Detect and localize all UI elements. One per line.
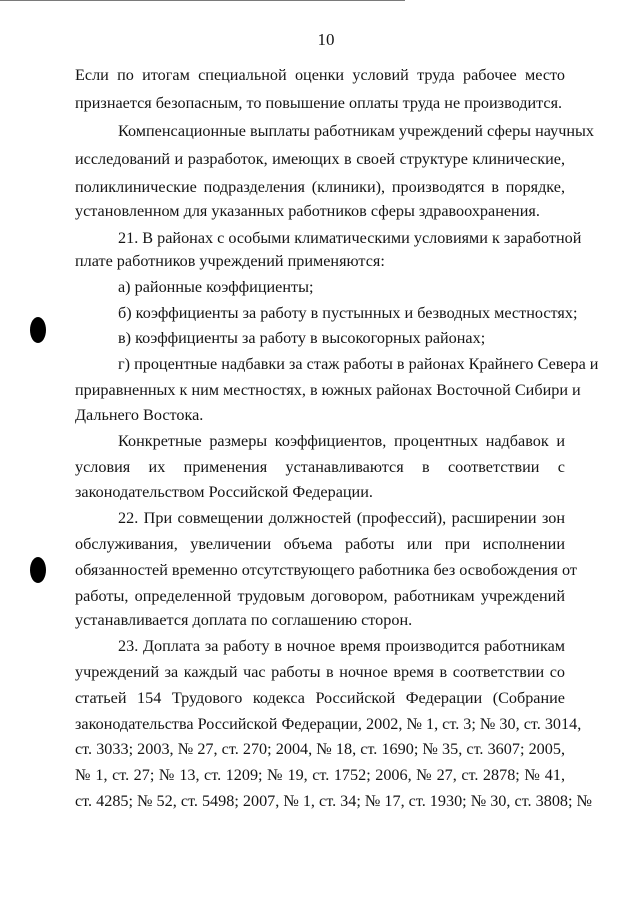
text-line: 22. При совмещении должностей (профессий), расширении зон <box>118 509 565 527</box>
page-number: 10 <box>317 30 335 49</box>
text-line: обязанностей временно отсутствующего работника без освобождения от <box>75 561 577 579</box>
text-line: Конкретные размеры коэффициентов, процентных надбавок и <box>118 432 565 450</box>
text-line: работы, определенной трудовым договором, работникам учреждений <box>75 587 565 605</box>
text-line: 23. Доплата за работу в ночное время производится работникам <box>118 637 565 655</box>
text-line: поликлинические подразделения (клиники), производятся в порядке, <box>75 178 565 196</box>
text-line: а) районные коэффициенты; <box>118 278 314 296</box>
text-line: приравненных к ним местностях, в южных районах Восточной Сибири и <box>75 381 581 399</box>
text-line: устанавливается доплата по соглашению сторон. <box>75 611 413 629</box>
text-line: Компенсационные выплаты работникам учреждений сферы научных <box>118 122 594 140</box>
text-line: ст. 3033; 2003, № 27, ст. 270; 2004, № 18, ст. 1690; № 35, ст. 3607; 2005, <box>75 740 565 758</box>
text-line: б) коэффициенты за работу в пустынных и безводных местностях; <box>118 304 578 322</box>
text-line: № 1, ст. 27; № 13, ст. 1209; № 19, ст. 1752; 2006, № 27, ст. 2878; № 41, <box>75 766 565 784</box>
text-line: Дальнего Востока. <box>75 406 204 424</box>
text-line: в) коэффициенты за работу в высокогорных районах; <box>118 329 486 347</box>
scan-top-rule <box>0 0 405 1</box>
text-line: г) процентные надбавки за стаж работы в районах Крайнего Севера и <box>118 355 599 373</box>
text-line: исследований и разработок, имеющих в своей структуре клинические, <box>75 150 565 168</box>
text-line: признается безопасным, то повышение оплаты труда не производится. <box>75 94 563 112</box>
text-line: Если по итогам специальной оценки условий труда рабочее место <box>75 66 565 84</box>
text-line: 21. В районах с особыми климатическими условиями к заработной <box>118 229 582 247</box>
text-line: плате работников учреждений применяются: <box>75 252 385 270</box>
punch-hole-upper <box>30 317 46 343</box>
text-line: законодательством Российской Федерации. <box>75 483 373 501</box>
text-line: установленном для указанных работников сферы здравоохранения. <box>75 202 540 220</box>
text-line: законодательства Российской Федерации, 2002, № 1, ст. 3; № 30, ст. 3014, <box>75 715 582 733</box>
text-line: статьей 154 Трудового кодекса Российской Федерации (Собрание <box>75 689 565 707</box>
text-line: учреждений за каждый час работы в ночное время в соответствии со <box>75 663 565 681</box>
text-line: ст. 4285; № 52, ст. 5498; 2007, № 1, ст. 34; № 17, ст. 1930; № 30, ст. 3808; № <box>75 792 592 810</box>
text-line: условия их применения устанавливаются в соответствии с <box>75 458 565 476</box>
text-line: обслуживания, увеличении объема работы или при исполнении <box>75 535 565 553</box>
punch-hole-lower <box>30 557 46 583</box>
